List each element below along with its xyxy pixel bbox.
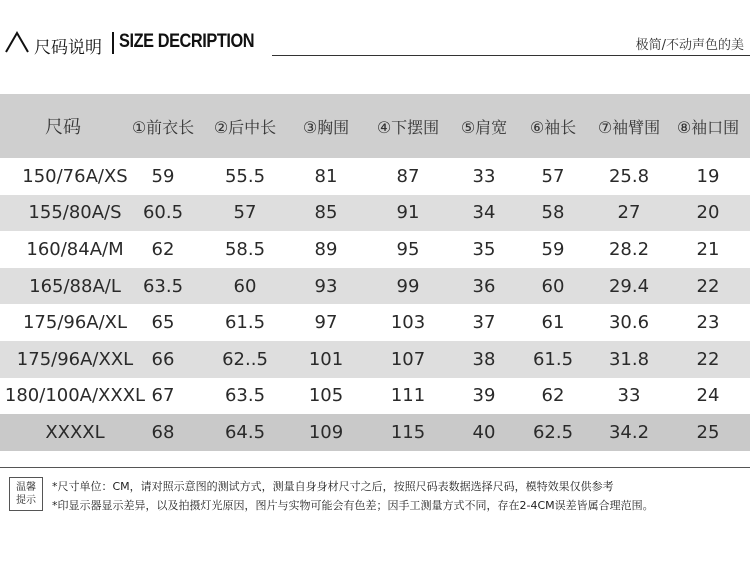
- measurement-cell: 29.4: [608, 275, 650, 297]
- size-label-cell: 150/76A/XS: [22, 165, 128, 187]
- measurement-cell: 99: [396, 275, 420, 297]
- measurement-cell: 107: [390, 348, 426, 370]
- measurement-cell: 21: [696, 238, 720, 260]
- measurement-cell: 87: [396, 165, 420, 187]
- measurement-cell: 68: [151, 421, 175, 443]
- tips-badge-line1: 温馨: [16, 482, 36, 493]
- measurement-cell: 91: [396, 202, 420, 224]
- measurement-cell: 111: [390, 385, 426, 407]
- measurement-cell: 65: [151, 312, 175, 334]
- measurement-cell: 59: [541, 238, 565, 260]
- measurement-cell: 58: [541, 202, 565, 224]
- measurement-cell: 81: [314, 165, 338, 187]
- measurement-cell: 62: [541, 385, 565, 407]
- title-underline: [272, 55, 750, 56]
- header-cell-upper-arm: ⑦袖臂围: [597, 117, 661, 137]
- measurement-cell: 22: [696, 275, 720, 297]
- note-unit: *尺寸单位：CM，请对照示意图的测试方式，测量自身身材尺寸之后，按照尺码表数据选择尺码，模特效果仅供参考: [52, 480, 614, 493]
- header-cell-cuff: ⑧袖口围: [676, 117, 740, 137]
- header-cell-front-length: ①前衣长: [131, 117, 195, 137]
- measurement-cell: 66: [151, 348, 175, 370]
- table-row: [0, 341, 750, 378]
- measurement-cell: 62.5: [532, 421, 574, 443]
- measurement-cell: 22: [696, 348, 720, 370]
- measurement-cell: 63.5: [142, 275, 184, 297]
- measurement-cell: 28.2: [608, 238, 650, 260]
- measurement-cell: 93: [314, 275, 338, 297]
- header-cell-hem: ④下摆围: [376, 117, 440, 137]
- measurement-cell: 62: [151, 238, 175, 260]
- measurement-cell: 61: [541, 312, 565, 334]
- caret-logo-icon: [4, 30, 30, 54]
- table-row: [0, 304, 750, 341]
- measurement-cell: 36: [472, 275, 496, 297]
- size-label-cell: 180/100A/XXXL: [4, 385, 146, 407]
- size-label-cell: XXXXL: [45, 421, 105, 443]
- measurement-cell: 97: [314, 312, 338, 334]
- measurement-cell: 60: [541, 275, 565, 297]
- title-chinese: 尺码说明: [34, 38, 102, 58]
- table-row: [0, 231, 750, 268]
- measurement-cell: 34.2: [608, 421, 650, 443]
- measurement-cell: 25.8: [608, 165, 650, 187]
- measurement-cell: 55.5: [224, 165, 266, 187]
- measurement-cell: 61.5: [224, 312, 266, 334]
- measurement-cell: 64.5: [224, 421, 266, 443]
- measurement-cell: 25: [696, 421, 720, 443]
- measurement-cell: 61.5: [532, 348, 574, 370]
- measurement-cell: 85: [314, 202, 338, 224]
- size-label-cell: 165/88A/L: [29, 275, 121, 297]
- tips-badge-line2: 提示: [16, 495, 36, 506]
- table-row: [0, 268, 750, 305]
- measurement-cell: 24: [696, 385, 720, 407]
- table-row: [0, 378, 750, 415]
- measurement-cell: 57: [541, 165, 565, 187]
- measurement-cell: 35: [472, 238, 496, 260]
- table-row: [0, 158, 750, 195]
- tips-badge: [9, 477, 43, 511]
- size-label-cell: 155/80A/S: [28, 202, 122, 224]
- measurement-cell: 63.5: [224, 385, 266, 407]
- header-cell-back-length: ②后中长: [213, 117, 277, 137]
- measurement-cell: 27: [617, 202, 641, 224]
- header-cell-size: 尺码: [45, 117, 81, 138]
- measurement-cell: 39: [472, 385, 496, 407]
- title-english: SIZE DECRIPTION: [119, 31, 255, 52]
- header: [0, 28, 750, 64]
- measurement-cell: 60.5: [142, 202, 184, 224]
- measurement-cell: 101: [308, 348, 344, 370]
- measurement-cell: 115: [390, 421, 426, 443]
- size-label-cell: 175/96A/XL: [22, 312, 128, 334]
- measurement-cell: 37: [472, 312, 496, 334]
- size-label-cell: 160/84A/M: [26, 238, 124, 260]
- measurement-cell: 33: [617, 385, 641, 407]
- measurement-cell: 95: [396, 238, 420, 260]
- table-body: [0, 158, 750, 451]
- measurement-cell: 30.6: [608, 312, 650, 334]
- size-label-cell: 175/96A/XXL: [16, 348, 134, 370]
- measurement-cell: 38: [472, 348, 496, 370]
- measurement-cell: 67: [151, 385, 175, 407]
- note-color-difference: *印显示器显示差异，以及拍摄灯光原因，图片与实物可能会有色差；因手工测量方式不同，存在2-4CM误差皆属合理范围。: [52, 499, 654, 512]
- size-table: [0, 94, 750, 451]
- table-header-row: [0, 94, 750, 158]
- measurement-cell: 57: [233, 202, 257, 224]
- measurement-cell: 58.5: [224, 238, 266, 260]
- measurement-cell: 62..5: [222, 348, 268, 370]
- measurement-cell: 89: [314, 238, 338, 260]
- slogan: 极简/不动声色的美: [635, 38, 744, 53]
- table-row: [0, 195, 750, 232]
- measurement-cell: 20: [696, 202, 720, 224]
- header-cell-shoulder: ⑤肩宽: [460, 117, 508, 137]
- measurement-cell: 34: [472, 202, 496, 224]
- header-cell-chest: ③胸围: [302, 117, 350, 137]
- measurement-cell: 31.8: [608, 348, 650, 370]
- header-cell-sleeve-length: ⑥袖长: [529, 117, 577, 137]
- measurement-cell: 19: [696, 165, 720, 187]
- measurement-cell: 60: [233, 275, 257, 297]
- measurement-cell: 59: [151, 165, 175, 187]
- measurement-cell: 23: [696, 312, 720, 334]
- measurement-cell: 105: [308, 385, 344, 407]
- measurement-cell: 103: [390, 312, 426, 334]
- measurement-cell: 109: [308, 421, 344, 443]
- measurement-cell: 40: [472, 421, 496, 443]
- table-row: [0, 414, 750, 451]
- title-divider: [112, 32, 114, 54]
- notes-divider: [0, 467, 750, 468]
- measurement-cell: 33: [472, 165, 496, 187]
